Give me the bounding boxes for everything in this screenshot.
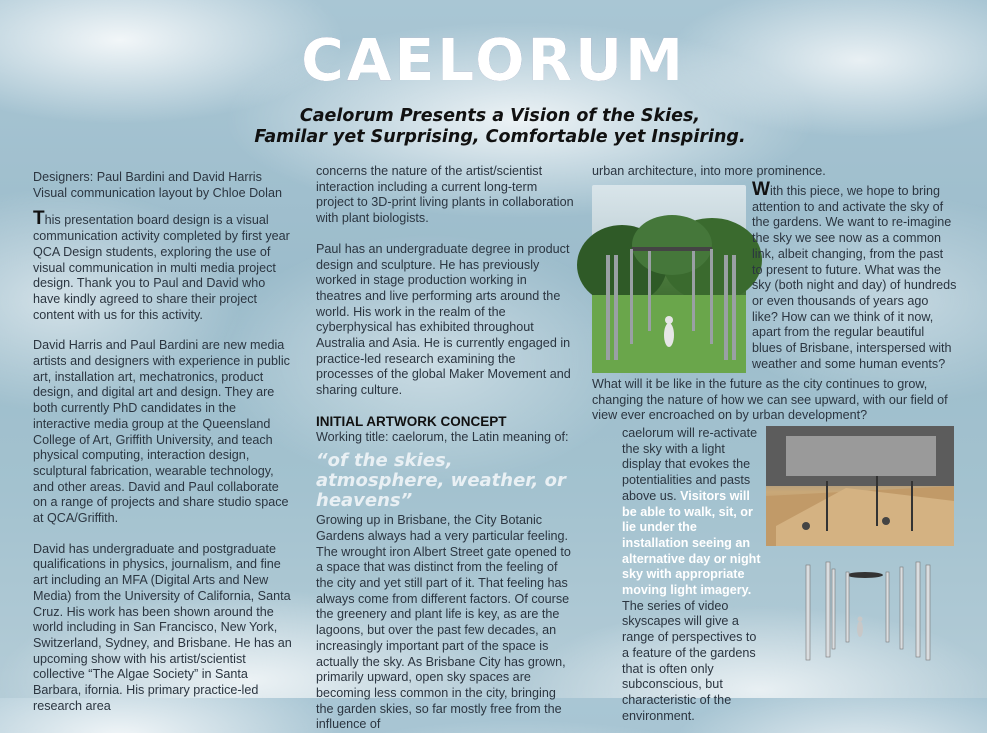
section-heading: INITIAL ARTWORK CONCEPT (316, 413, 507, 429)
col3-vision-paragraph (752, 179, 957, 372)
subtitle-line-2: Familar yet Surprising, Comfortable yet Inspiring. (254, 127, 746, 147)
subtitle (200, 106, 800, 148)
artists-paragraph: David Harris and Paul Bardini are new media artists and designers with experience in public art, installation art, mechatronics, product design, and digital art and design. They are both currently PhD candidates in the interactive media group at the Queensland College of Art, Griffith University, and teach physical computing, interaction design, sculptural fabrication, wearable technology, and other areas. David and Paul collaborate on a range of projects and share studio space at QCA/Griffith. (33, 338, 290, 526)
garden-photo-art (592, 185, 746, 373)
credits-layout: Visual communication layout by Chloe Dolan (33, 185, 282, 200)
working-title (316, 430, 574, 446)
drop-cap: T (33, 208, 45, 230)
drop-cap-w: W (752, 179, 770, 200)
col3-future-paragraph: What will it be like in the future as the city continues to grow, changing the nature of how we can see upward, with our field of view ever encroached on by urban development? (592, 377, 948, 423)
intro-paragraph (33, 208, 295, 323)
working-title-label: Working title: caelorum (316, 429, 444, 444)
research-paragraph: concerns the nature of the artist/scientist interaction including a current long-term project to 3D-print living plants in collaboration with plant biologists. (316, 164, 574, 226)
column-2 (316, 164, 574, 733)
paul-paragraph: Paul has an undergraduate degree in product design and sculpture. He has previously worked in stage production working in theatres and live performing arts around the world. His work in the realm of the cyberphysical has exhibited throughout Australia and Asia. He is currently engaged in practice-led research examining the processes of the global Maker Movement and sharing culture. (316, 241, 571, 398)
installation-render-art (800, 557, 950, 667)
prototype-photo-art (766, 426, 954, 546)
latin-meaning-quote: “of the skies, atmosphere, weather, or heavens” (316, 450, 566, 512)
col3-light-display-paragraph (622, 426, 762, 724)
column-1 (33, 170, 295, 730)
poster-title: CAELORUM (301, 26, 686, 94)
credits-designers: Designers: Paul Bardini and David Harris (33, 170, 262, 184)
garden-installation-photo (592, 185, 746, 373)
vision-text: ith this piece, we hope to bring attention to and activate the sky of the gardens. We want to re-imagine the sky we see now as a common link, albeit changing, from the past to present to future. What was the sky (both night and day) of hundreds or even thousands of years ago like? How can we think of it now, apart from the regular beautiful blues of Brisbane, interspersed with weather and some human events? (752, 184, 957, 371)
credits (33, 170, 295, 201)
light-display-text: caelorum will re-activate the sky with a light display that evokes the potentialities and pasts above us. (622, 426, 758, 503)
brisbane-paragraph: Growing up in Brisbane, the City Botanic Gardens always had a very particular feeling. The wrought iron Albert Street gate opened to a space that was distinct from the feeling of the city and yet still part of it. That feeling has always come from different factors. Of course the greenery and plant life is key, as are the lagoons, but over the past few decades, an increasingly important part of the space is actually the sky. As Brisbane City has grown, primarily upward, open sky spaces are becoming less common in the city, bringing the garden skies, so far mostly free from the influence of (316, 513, 571, 732)
col3-intro: urban architecture, into more prominence. (592, 164, 826, 178)
skyscapes-text: The series of video skyscapes will give a range of perspectives to a feature of the gardens that is often only subconscious, but characteristic of the environment. (622, 598, 757, 723)
subtitle-line-1: Caelorum Presents a Vision of the Skies, (299, 106, 701, 126)
prototype-photo (766, 426, 954, 546)
visitors-highlight: Visitors will be able to walk, sit, or lie under the installation seeing an alternative day or night sky with appropriate moving light imagery. (622, 488, 761, 598)
intro-text: his presentation board design is a visual communication activity completed by first year QCA Design students, exploring the use of visual communication in multi media project design. Thank you to Paul and David who have kindly agreed to share their project content with us for this activity. (33, 213, 290, 322)
working-title-meaning: , the Latin meaning of: (443, 429, 569, 444)
installation-render (800, 557, 950, 667)
david-paragraph: David has undergraduate and postgraduate qualifications in physics, journalism, and fine art including an MFA (Digital Arts and New Media) from the University of California, Santa Cruz. His work has been shown around the world including in San Francisco, New York, Switzerland, Sydney, and Brisbane. He has an upcoming show with his artist/scientist collective “The Algae Society” in Santa Barbara, ifornia. His primary practice-led research area (33, 541, 292, 713)
